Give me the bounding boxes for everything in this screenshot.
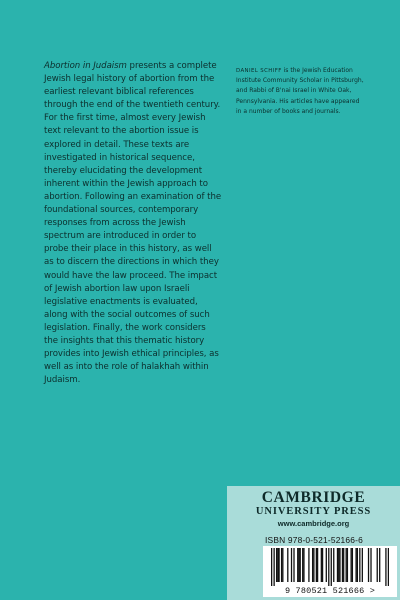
barcode-bar bbox=[339, 548, 340, 582]
barcode-bar bbox=[317, 548, 318, 582]
barcode-bar bbox=[291, 548, 292, 582]
publisher-panel bbox=[227, 486, 400, 600]
barcode-bar bbox=[359, 548, 360, 582]
barcode-bar bbox=[303, 548, 304, 582]
barcode-bar bbox=[333, 548, 334, 582]
description-text: presents a complete Jewish legal history of abortion from the earliest relevant biblical references through the end of the twentieth century. For the first time, almost every Jewish text relevant to the abortion issue is explored in detail. These texts are investigated in historical sequence, thereby elucidating the development inherent within the Jewish approach to abortion. Following an examination of the foundational sources, contemporary responses from across the Jewish spectrum are introduced in order to probe their place in this history, as well as to discern the directions in which they would have the law proceed. The impact of Jewish abortion law upon Israeli legislative enactments is evaluated, along with the social outcomes of such legislation. Finally, the work considers the insights that this thematic history provides into Jewish ethical principles, as well as into the role of halakhah within Judaism. bbox=[44, 61, 222, 386]
barcode-bar bbox=[352, 548, 353, 582]
barcode-digits: 9 780521 521666 > bbox=[284, 586, 376, 596]
barcode-bar bbox=[377, 548, 378, 582]
book-title: Abortion in Judaism bbox=[44, 61, 127, 71]
author-name: DANIEL SCHIFF bbox=[236, 68, 282, 74]
barcode-bar bbox=[370, 548, 371, 582]
barcode-bar bbox=[297, 548, 298, 582]
barcode-bar bbox=[338, 548, 339, 582]
barcode-bar bbox=[379, 548, 380, 582]
barcode-panel bbox=[263, 546, 397, 597]
barcode-bar bbox=[293, 548, 294, 582]
author-bio bbox=[236, 66, 366, 117]
barcode-bar bbox=[326, 548, 327, 582]
barcode-bar bbox=[350, 548, 351, 582]
barcode-bar bbox=[276, 548, 277, 582]
barcode-bar bbox=[302, 548, 303, 582]
barcode-bar bbox=[271, 548, 272, 586]
barcode-bar bbox=[278, 548, 279, 582]
barcode-bar bbox=[273, 548, 274, 586]
barcode-icon bbox=[271, 548, 389, 586]
publisher-name-line2: UNIVERSITY PRESS bbox=[255, 506, 372, 517]
barcode-bar bbox=[388, 548, 389, 586]
barcode-bar bbox=[316, 548, 317, 582]
barcode-bar bbox=[343, 548, 344, 582]
barcode-bar bbox=[355, 548, 356, 582]
barcode-bar bbox=[287, 548, 288, 582]
barcode-bar bbox=[321, 548, 322, 582]
barcode-bar bbox=[313, 548, 314, 582]
barcode-bar bbox=[328, 548, 329, 586]
barcode-bar bbox=[347, 548, 348, 582]
author-bio-text: is the Jewish Education Institute Community Scholar in Pittsburgh, and Rabbi of B'nai Israel in White Oak, Pennsylvania. His articles have appeared in a number of books and journals. bbox=[236, 67, 364, 115]
barcode-bar bbox=[362, 548, 363, 582]
barcode-bar bbox=[308, 548, 309, 582]
barcode-bar bbox=[281, 548, 282, 582]
barcode-bar bbox=[368, 548, 369, 582]
publisher-url: www.cambridge.org bbox=[277, 519, 350, 528]
barcode-bar bbox=[298, 548, 299, 582]
publisher-name-line1: CAMBRIDGE bbox=[261, 489, 366, 506]
barcode-bar bbox=[337, 548, 338, 582]
back-cover-description bbox=[44, 60, 222, 387]
barcode-bar bbox=[357, 548, 358, 582]
barcode-bar bbox=[300, 548, 301, 582]
barcode-bar bbox=[322, 548, 323, 582]
barcode-bar bbox=[282, 548, 283, 582]
barcode-bar bbox=[385, 548, 386, 586]
barcode-bar bbox=[331, 548, 332, 586]
isbn-label: ISBN 978-0-521-52166-6 bbox=[265, 535, 363, 545]
barcode-bar bbox=[342, 548, 343, 582]
barcode-bar bbox=[312, 548, 313, 582]
barcode-bar bbox=[277, 548, 278, 582]
barcode-bar bbox=[346, 548, 347, 582]
